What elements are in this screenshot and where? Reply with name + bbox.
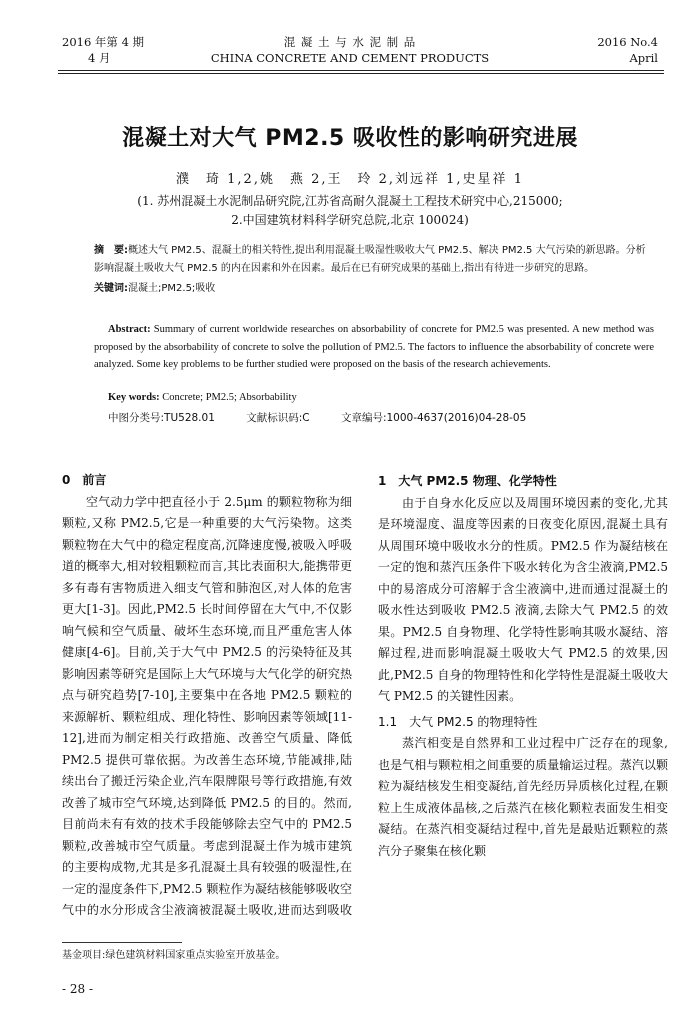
keywords-cn-text: 混凝土;PM2.5;吸收 <box>128 283 216 294</box>
article-number: 文章编号:1000-4637(2016)04-28-05 <box>340 412 527 424</box>
header-month-en: April <box>629 51 658 65</box>
abstract-cn-text: 概述大气 PM2.5、混凝土的相关特性,提出利用混凝土吸湿性吸收大气 PM2.5、解决 PM2.5 大气污染的新思路。分析影响混凝土吸收大气 PM2.5 的内在因素和外在因素。最后在已有研究成果的基础上,指出有待进一步研究的思路。 <box>94 245 646 274</box>
header-center <box>0 34 700 66</box>
footnote-funding: 基金项目:绿色建筑材料国家重点实验室开放基金。 <box>62 950 286 961</box>
keywords-en-label: Key words: <box>108 392 160 403</box>
section-1-1-heading: 1.1 大气 PM2.5 的物理特性 <box>378 714 538 729</box>
clc-number: 中图分类号:TU528.01 <box>108 412 215 424</box>
abstract-en-label: Abstract: <box>108 324 151 335</box>
footnote-rule <box>62 942 182 943</box>
abstract-en-text: Summary of current worldwide researches on absorbability of concrete for PM2.5 was presented. A new method was proposed by the absorbability of concrete to solve the pollution of PM2.5. The factors to influence the absorbability of concrete were analyzed. Some key problems to be further studied were proposed on the basis of the research achievements. <box>94 324 654 370</box>
abstract-cn-label: 摘 要: <box>94 245 128 256</box>
body-column-right <box>378 470 668 862</box>
section-1-heading: 1 大气 PM2.5 物理、化学特性 <box>378 474 557 488</box>
section-1-1-paragraph: 蒸汽相变是自然界和工业过程中广泛存在的现象,也是气相与颗粒相之间重要的质量输运过程。蒸汽以颗粒为凝结核发生相变凝结,首先经历异质核化过程,在颗粒上生成液体晶核,之后蒸汽在核化颗粒表面发生相变凝结。在蒸汽相变凝结过程中,首先是最贴近颗粒的蒸汽分子聚集在核化颗 <box>378 736 668 858</box>
header-rule <box>58 70 664 71</box>
body-column-left <box>62 470 352 922</box>
header-issue-en: 2016 No.4 <box>597 35 658 49</box>
section-0-paragraph: 空气动力学中把直径小于 2.5μm 的颗粒物称为细颗粒,又称 PM2.5,它是一种重要的大气污染物。这类颗粒物在大气中的稳定程度高,沉降速度慢,被吸入呼吸道的概率大,相对较粗颗粒而言,其比表面积大,能携带更多有毒有害物质进入细支气管和肺泡区,对人体的危害更大[1-3]。因此,PM2.5 长时间停留在大气中,不仅影响气候和空气质量、破坏生态环境,而且严重危害人体健康[4-6]。目前,关于大气中 PM2.5 的污染特征及其影响因素等研究是国际上大气环境与大气化学的研究热点与研究趋势[7-10],主要集中在各地 PM2.5 颗粒的来源解析、颗粒组成、理化特性、影响因素等领域[11-12],进而为制定相关行政措施、改善空气质量、降低 PM2.5 提供可靠依据。为改善生态环境,节能减排,陆续出台了搬迁污染企业,汽车限牌限号等行政措施,有效改善了城市空气环境,达到降低 PM2.5 的目的。然而,目前尚未有有效的技术手段能够除去空气中的 PM2.5 颗粒,改善城市空气质量。考虑到混凝土作为城市建筑的主要构成物,尤其是多孔混凝土具有较强的吸湿性,在一定的湿度条件下,PM2.5 颗粒作为凝结核能够吸收空气中的水分形成含尘液滴被混凝土吸收,进而达到吸收 <box>62 494 352 917</box>
keywords-en <box>108 392 297 403</box>
document-code: 文献标识码:C <box>246 412 310 424</box>
journal-name-en: CHINA CONCRETE AND CEMENT PRODUCTS <box>210 51 490 65</box>
header-year-issue: 2016 年第 4 期 <box>62 35 145 49</box>
page-number: - 28 - <box>62 982 94 996</box>
abstract-cn <box>94 242 654 298</box>
classification-line <box>108 410 554 425</box>
keywords-cn <box>94 280 654 298</box>
journal-name-cn: 混 凝 土 与 水 泥 制 品 <box>283 35 417 49</box>
paper-title: 混凝土对大气 PM2.5 吸收性的影响研究进展 <box>122 126 578 151</box>
header-month-cn: 4 月 <box>88 51 111 65</box>
keywords-cn-label: 关键词: <box>94 283 128 294</box>
affiliation-2: 2.中国建筑材料科学研究总院,北京 100024) <box>231 213 469 227</box>
keywords-en-text: Concrete; PM2.5; Absorbability <box>159 392 297 403</box>
section-0-heading: 0 前言 <box>62 473 107 487</box>
header-right <box>597 34 658 66</box>
affiliation-1: (1. 苏州混凝土水泥制品研究院,江苏省高耐久混凝土工程技术研究中心,215000; <box>137 194 563 208</box>
header-rule-thin <box>58 73 664 74</box>
abstract-en <box>94 321 654 374</box>
author-list: 濮 琦 1,2,姚 燕 2,王 玲 2,刘远祥 1,史星祥 1 <box>176 172 524 187</box>
section-1-paragraph: 由于自身水化反应以及周围环境因素的变化,尤其是环境湿度、温度等因素的日夜变化原因,混凝土具有从周围环境中吸收水分的性质。PM2.5 作为凝结核在一定的饱和蒸汽压条件下吸水转化为含尘液滴,PM2.5 中的易溶成分可溶解于含尘液滴中,进而通过混凝土的吸水性达到吸收 PM2.5 液滴,去除大气 PM2.5 的效果。PM2.5 自身物理、化学特性影响其吸水凝结、溶解过程,进而影响混凝土吸收大气 PM2.5 的效果,因此,PM2.5 自身的物理特性和化学特性是混凝土吸收大气 PM2.5 的关键性因素。 <box>378 495 668 703</box>
